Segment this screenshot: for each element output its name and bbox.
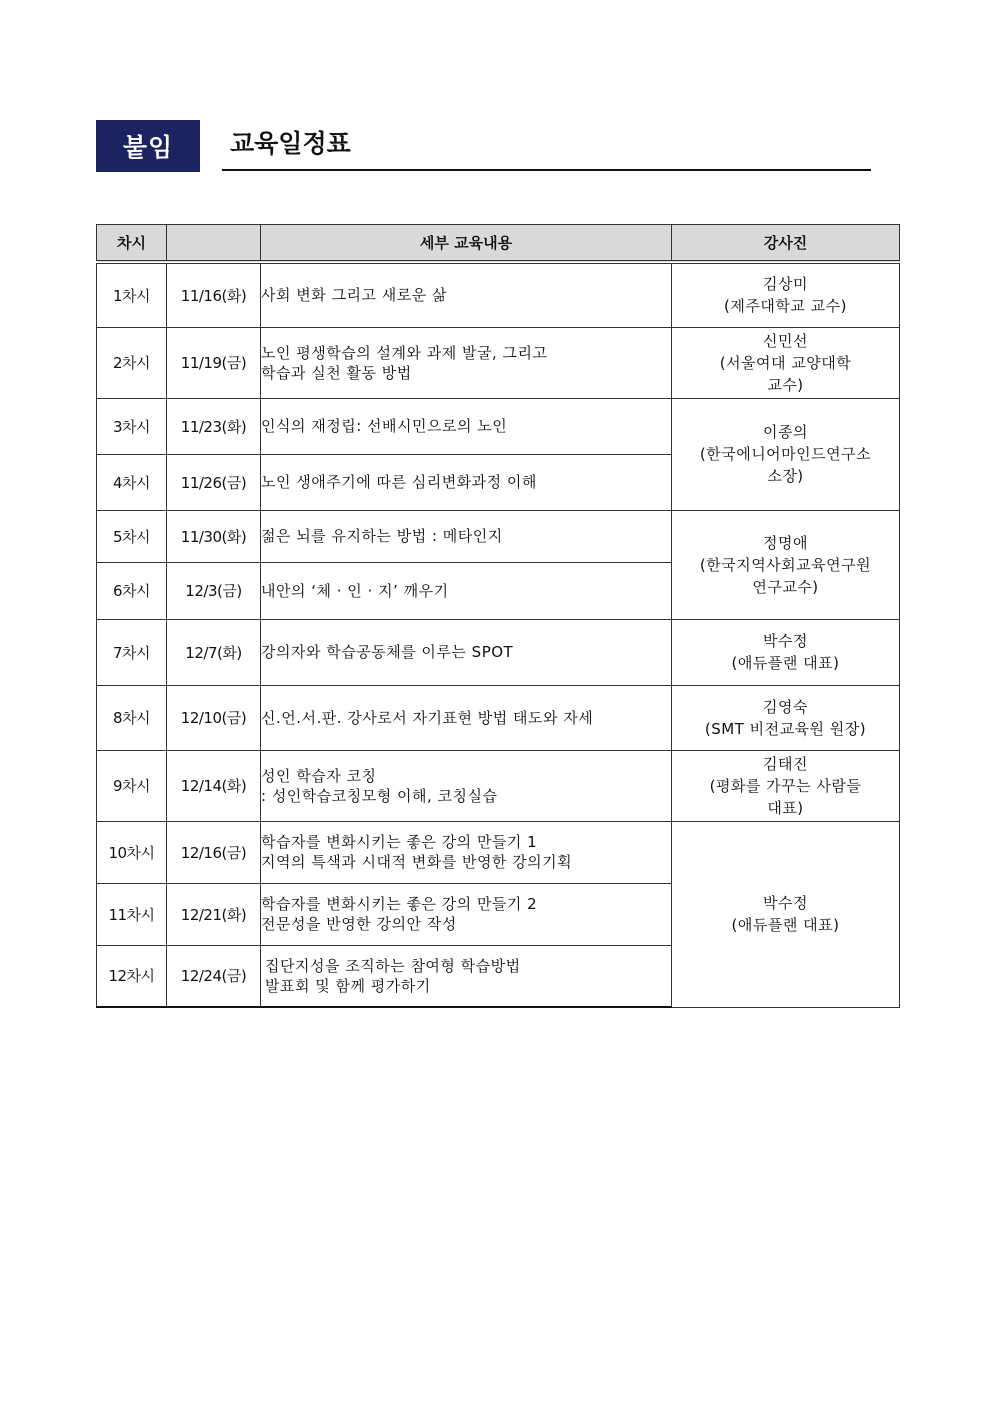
instructor-name: 박수정 bbox=[763, 894, 808, 912]
content-cell bbox=[261, 945, 672, 1007]
instructor-cell bbox=[672, 262, 900, 327]
content-cell bbox=[261, 883, 672, 945]
date-cell: 12/21(화) bbox=[167, 883, 261, 945]
date-cell: 12/24(금) bbox=[167, 945, 261, 1007]
content-cell bbox=[261, 750, 672, 821]
content-line: 내안의 ‘체 · 인 · 지’ 깨우기 bbox=[261, 581, 449, 600]
content-cell bbox=[261, 685, 672, 750]
content-line: 집단지성을 조직하는 참여형 학습방법 bbox=[265, 956, 521, 975]
date-cell: 12/10(금) bbox=[167, 685, 261, 750]
col-header-content: 세부 교육내용 bbox=[261, 225, 672, 263]
col-header-session: 차시 bbox=[97, 225, 167, 263]
table-row bbox=[97, 262, 900, 327]
content-line: 신.언.서.판. 강사로서 자기표현 방법 태도와 자세 bbox=[261, 708, 594, 727]
content-line: 학습자를 변화시키는 좋은 강의 만들기 1 bbox=[261, 833, 538, 851]
date-cell: 12/14(화) bbox=[167, 750, 261, 821]
table-row bbox=[97, 821, 900, 883]
table-row bbox=[97, 327, 900, 398]
table-row bbox=[97, 685, 900, 750]
content-line: 노인 생애주기에 따른 심리변화과정 이해 bbox=[261, 473, 537, 491]
instructor-cell bbox=[672, 327, 900, 398]
session-cell: 7차시 bbox=[97, 619, 167, 685]
date-cell: 11/19(금) bbox=[167, 327, 261, 398]
instructor-affiliation: 교수) bbox=[767, 375, 804, 394]
content-line: 성인 학습자 코칭 bbox=[261, 766, 377, 785]
session-cell: 10차시 bbox=[97, 821, 167, 883]
instructor-cell bbox=[672, 619, 900, 685]
session-cell: 9차시 bbox=[97, 750, 167, 821]
instructor-name: 이종의 bbox=[763, 423, 808, 441]
content-cell bbox=[261, 454, 672, 510]
session-cell: 12차시 bbox=[97, 945, 167, 1007]
session-cell: 1차시 bbox=[97, 262, 167, 327]
content-cell bbox=[261, 510, 672, 562]
content-line: 지역의 특색과 시대적 변화를 반영한 강의기획 bbox=[261, 853, 573, 871]
instructor-name: 박수정 bbox=[763, 632, 808, 650]
content-line: 사회 변화 그리고 새로운 삶 bbox=[261, 286, 447, 305]
instructor-affiliation: (평화를 가꾸는 사람들 bbox=[709, 776, 862, 795]
instructor-affiliation: 소장) bbox=[767, 467, 804, 485]
table-header-row bbox=[97, 225, 900, 263]
table-row bbox=[97, 510, 900, 562]
table-row bbox=[97, 398, 900, 454]
instructor-cell bbox=[672, 510, 900, 619]
content-line: 젊은 뇌를 유지하는 방법 : 메타인지 bbox=[261, 527, 503, 545]
instructor-name: 김태진 bbox=[763, 754, 808, 773]
date-cell: 12/7(화) bbox=[167, 619, 261, 685]
instructor-name: 김영숙 bbox=[763, 697, 808, 716]
instructor-affiliation: (애듀플랜 대표) bbox=[731, 916, 840, 934]
title-underline bbox=[222, 169, 871, 171]
content-cell bbox=[261, 821, 672, 883]
col-header-instructor: 강사진 bbox=[672, 225, 900, 263]
content-line: 전문성을 반영한 강의안 작성 bbox=[261, 915, 457, 933]
session-cell: 6차시 bbox=[97, 562, 167, 619]
instructor-affiliation: (SMT 비전교육원 원장) bbox=[704, 719, 867, 738]
instructor-name: 신민선 bbox=[763, 331, 808, 350]
content-line: 강의자와 학습공동체를 이루는 SPOT bbox=[261, 643, 514, 661]
content-cell bbox=[261, 619, 672, 685]
content-line: 인식의 재정립: 선배시민으로의 노인 bbox=[261, 417, 508, 435]
date-cell: 11/30(화) bbox=[167, 510, 261, 562]
instructor-affiliation: (한국에니어마인드연구소 bbox=[699, 445, 872, 463]
instructor-name: 정명애 bbox=[763, 533, 808, 552]
instructor-cell bbox=[672, 750, 900, 821]
instructor-affiliation: (애듀플랜 대표) bbox=[731, 654, 840, 672]
date-cell: 11/26(금) bbox=[167, 454, 261, 510]
session-cell: 2차시 bbox=[97, 327, 167, 398]
date-cell: 12/3(금) bbox=[167, 562, 261, 619]
content-line: : 성인학습코칭모형 이해, 코칭실습 bbox=[261, 786, 498, 805]
page-title: 교육일정표 bbox=[230, 129, 351, 158]
instructor-affiliation: 연구교수) bbox=[752, 577, 819, 596]
table-row bbox=[97, 750, 900, 821]
attachment-badge: 붙임 bbox=[96, 120, 200, 172]
instructor-affiliation: (한국지역사회교육연구원 bbox=[699, 555, 872, 574]
content-line: 노인 평생학습의 설계와 과제 발굴, 그리고 bbox=[261, 343, 548, 362]
col-header-date bbox=[167, 225, 261, 263]
content-cell bbox=[261, 562, 672, 619]
session-cell: 8차시 bbox=[97, 685, 167, 750]
instructor-name: 김상미 bbox=[763, 275, 808, 294]
date-cell: 11/16(화) bbox=[167, 262, 261, 327]
content-line: 학습과 실천 활동 방법 bbox=[261, 363, 412, 382]
instructor-cell bbox=[672, 398, 900, 510]
instructor-cell bbox=[672, 821, 900, 1007]
session-cell: 11차시 bbox=[97, 883, 167, 945]
session-cell: 3차시 bbox=[97, 398, 167, 454]
content-cell bbox=[261, 262, 672, 327]
content-cell bbox=[261, 398, 672, 454]
content-line: 학습자를 변화시키는 좋은 강의 만들기 2 bbox=[261, 895, 538, 913]
instructor-cell bbox=[672, 685, 900, 750]
table-row bbox=[97, 619, 900, 685]
session-cell: 4차시 bbox=[97, 454, 167, 510]
content-cell bbox=[261, 327, 672, 398]
content-line: 발표회 및 함께 평가하기 bbox=[265, 976, 431, 995]
instructor-affiliation: (제주대학교 교수) bbox=[724, 297, 847, 316]
session-cell: 5차시 bbox=[97, 510, 167, 562]
date-cell: 12/16(금) bbox=[167, 821, 261, 883]
schedule-table bbox=[96, 224, 900, 1008]
instructor-affiliation: 대표) bbox=[767, 798, 804, 817]
instructor-affiliation: (서울여대 교양대학 bbox=[719, 353, 852, 372]
date-cell: 11/23(화) bbox=[167, 398, 261, 454]
